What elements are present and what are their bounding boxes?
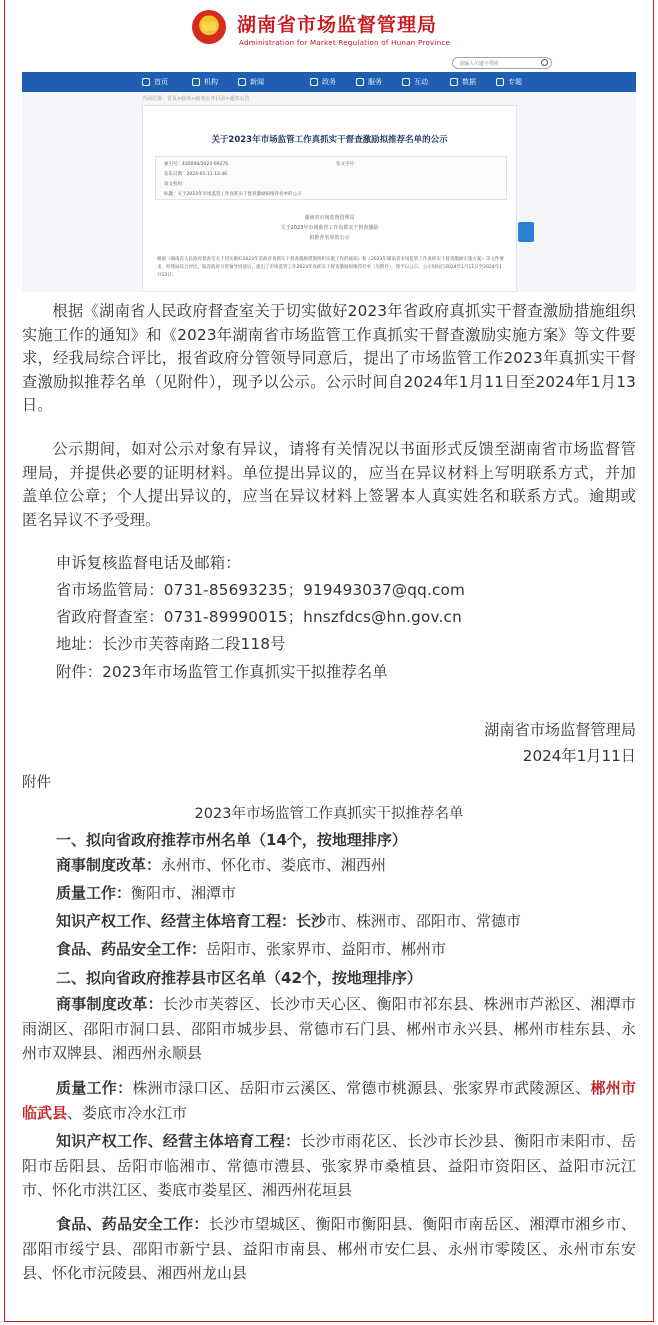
paragraph-2: 公示期间，如对公示对象有异议，请将有关情况以书面形式反馈至湖南省市场监督管理局，并提供必要的证明材料。单位提出异议的，应当在异议材料上写明联系方式，并加盖单位公章；个人提出异议的，应当在异议材料上签署本人真实姓名和联系方式。逾期或匿名异议不予受理。 — [22, 440, 636, 529]
contact-market-bureau: 省市场监管局：0731-85693235；919493037@qq.com — [56, 581, 466, 599]
document-title: 关于2023年市场监管工作真抓实干督查激励拟推荐名单的公示 — [211, 135, 448, 145]
org-icon — [192, 78, 200, 86]
search-input[interactable]: 请输入关键字搜索 — [452, 57, 552, 69]
s2-item-business: 商事制度改革：长沙市芙蓉区、长沙市天心区、衡阳市祁东县、株洲市芦淞区、湘潭市雨湖区、邵阳市洞口县、邵阳市城步县、常德市石门县、郴州市永兴县、郴州市桂东县、永州市双牌县、湘西州永顺县 — [22, 995, 636, 1062]
nav-item-data[interactable]: 数据 — [450, 72, 476, 92]
service-icon — [356, 78, 364, 86]
section-2-heading: 二、拟向省政府推荐县市区名单（42个，按地理排序） — [56, 969, 422, 987]
document-card — [142, 105, 517, 292]
site-title: 湖南省市场监督管理局 — [237, 14, 438, 36]
section-1-heading: 一、拟向省政府推荐市州名单（14个，按地理排序） — [56, 831, 407, 849]
contact-supervision-office: 省政府督查室：0731-89990015；hnszfdcs@hn.gov.cn — [56, 608, 462, 626]
paragraph-1: 根据《湖南省人民政府督查室关于切实做好2023年省政府真抓实干督查激励措施组织实施工作的通知》和《2023年湖南省市场监管工作真抓实干督查激励实施方案》等文件要求，经我局综合评比，报省政府分管领导同意后，提出了市场监管工作2023年真抓实干督查激励拟推荐名单（见附件），现予以公示。公示时间自2024年1月11日至2024年1月13日。 — [22, 302, 636, 414]
s2-item-ip: 知识产权工作、经营主体培育工程：长沙市雨花区、长沙市长沙县、衡阳市耒阳市、岳阳市岳阳县、岳阳市临湘市、常德市澧县、张家界市桑植县、益阳市资阳区、益阳市沅江市、怀化市洪江区、娄底市娄星区、湘西州花垣县 — [22, 1132, 636, 1199]
issuer-line-1: 湖南省市场监督管理局 — [304, 215, 355, 221]
nav-item-home[interactable]: 首页 — [142, 72, 168, 92]
nav-item-news[interactable]: 新闻 — [238, 72, 264, 92]
news-icon — [238, 78, 246, 86]
s1-item-quality: 质量工作：衡阳市、湘潭市 — [56, 884, 237, 902]
accessibility-button[interactable] — [518, 222, 534, 242]
affairs-icon — [310, 78, 318, 86]
national-emblem-icon — [192, 10, 226, 44]
attachment-note: 附件：2023年市场监管工作真抓实干拟推荐名单 — [56, 663, 388, 681]
appendix-label: 附件 — [22, 775, 51, 791]
s1-item-food-drug: 食品、药品安全工作：岳阳市、张家界市、益阳市、郴州市 — [56, 940, 447, 958]
breadcrumb: 当前位置：首页>政务>政务公开目录>通知公告 — [142, 96, 250, 102]
meta-index: 索引号：430000/2024-00276 — [164, 162, 229, 167]
s1-item-ip: 知识产权工作、经营主体培育工程：长沙市、株洲市、邵阳市、常德市 — [56, 912, 522, 930]
s2-item-quality: 质量工作：株洲市渌口区、岳阳市云溪区、常德市桃源县、张家界市武陵源区、郴州市临武县、娄底市冷水江市 — [22, 1079, 636, 1122]
meta-subject: 标题：关于2023年市场监管工作真抓实干督查激励拟推荐名单的公示 — [164, 192, 302, 197]
contact-title: 申诉复核监督电话及邮箱： — [56, 554, 241, 572]
website-screenshot — [22, 0, 636, 292]
meta-source: 发文机构： — [164, 182, 187, 187]
issuer-line-3: 拟推荐名单的公示 — [309, 235, 350, 241]
nav-item-affairs[interactable]: 政务 — [310, 72, 336, 92]
appendix-title: 2023年市场监管工作真抓实干拟推荐名单 — [194, 806, 464, 822]
s1-item-business: 商事制度改革：永州市、怀化市、娄底市、湘西州 — [56, 856, 387, 874]
site-subtitle: Administration for Market Regulation of Hunan Province — [239, 39, 451, 47]
issuer-line-2: 关于2023年市场监管工作真抓实干督查激励 — [280, 225, 379, 231]
signature: 湖南省市场监督管理局 — [484, 721, 636, 739]
meta-date: 发布日期：2024-01-11 12:46 — [164, 172, 228, 177]
data-icon — [450, 78, 458, 86]
signature-date: 2024年1月11日 — [522, 747, 636, 765]
search-icon[interactable] — [541, 59, 548, 66]
topics-icon — [496, 78, 504, 86]
nav-item-org[interactable]: 机构 — [192, 72, 218, 92]
site-header — [22, 0, 636, 72]
nav-item-service[interactable]: 服务 — [356, 72, 382, 92]
s2-item-food-drug: 食品、药品安全工作：长沙市望城区、衡阳市衡阳县、衡阳市南岳区、湘潭市湘乡市、邵阳市绥宁县、邵阳市新宁县、益阳市南县、郴州市安仁县、永州市零陵区、永州市东安县、怀化市沅陵县、湘西州龙山县 — [22, 1215, 636, 1282]
meta-doc-no: 发文字号： — [336, 162, 359, 167]
nav-item-topics[interactable]: 专题 — [496, 72, 522, 92]
document-meta — [155, 156, 507, 200]
address: 地址：长沙市芙蓉南路二段118号 — [56, 635, 286, 653]
document-body-snippet: 根据《湖南省人民政府督查室关于切实做好2023年省政府真抓实干督查激励措施组织实施工作的通知》和《2023年湖南省市场监管工作真抓实干督查激励实施方案》等文件要求，经我局综合评比，报省政府分管领导同意后，提出了市场监管工作2023年真抓实干督查激励拟推荐名单（见附件），现予以公示。公示时间自2024年1月11日至2024年1月13日。 — [157, 257, 504, 278]
home-icon — [142, 78, 150, 86]
interact-icon — [402, 78, 410, 86]
nav-item-interact[interactable]: 互动 — [402, 72, 428, 92]
site-nav — [22, 72, 636, 92]
